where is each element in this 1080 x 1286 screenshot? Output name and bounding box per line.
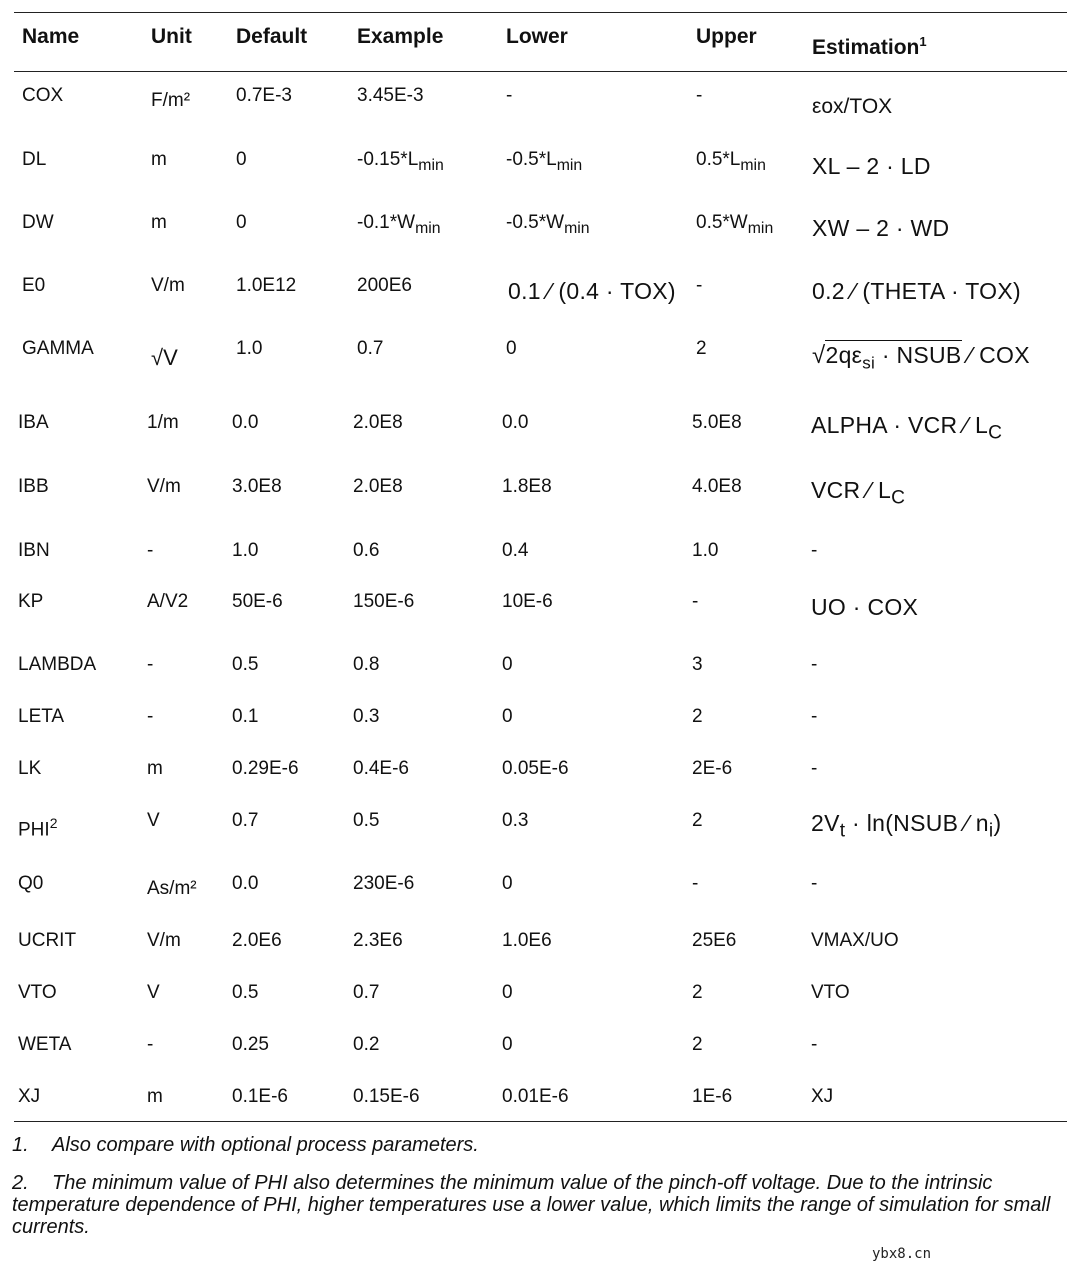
row-estimation: - — [811, 873, 818, 894]
row-name: DL — [22, 149, 47, 170]
row-example: 0.15E-6 — [353, 1086, 420, 1107]
row-name: E0 — [22, 275, 46, 296]
row-name: LETA — [18, 706, 65, 727]
row-estimation: VCR ⁄ $L_C$ — [811, 477, 906, 509]
row-unit: V/m — [151, 275, 185, 296]
row-unit: - — [147, 706, 154, 727]
row-estimation: VTO — [811, 982, 850, 1003]
row-name: LAMBDA — [18, 654, 97, 675]
row-lower: 0 — [502, 654, 513, 675]
row-unit: 1/m — [147, 412, 179, 433]
row-upper: - — [696, 275, 703, 296]
row-example: 0.4E-6 — [353, 758, 409, 779]
row-upper: - — [696, 85, 703, 106]
row-default: 2.0E6 — [232, 930, 282, 951]
row-lower: - — [506, 85, 513, 106]
row-estimation: VMAX/UO — [811, 930, 899, 951]
header-upper: Upper — [696, 25, 757, 48]
row-upper: 25E6 — [692, 930, 737, 951]
row-name: PHI$^2$ — [18, 815, 58, 841]
row-lower: 10E-6 — [502, 591, 553, 612]
row-estimation: - — [811, 706, 818, 727]
row-estimation: 0.2 ⁄ (THETA · TOX) — [812, 278, 1021, 304]
row-estimation: $2V_t$ · ln(NSUB ⁄ $n_i$) — [811, 810, 1002, 842]
row-unit: m — [147, 758, 163, 779]
row-estimation: - — [811, 540, 818, 561]
row-example: 2.3E6 — [353, 930, 403, 951]
row-lower: 0.3 — [502, 810, 529, 831]
table-header-row — [14, 12, 1067, 71]
row-estimation: XL – 2 · LD — [812, 153, 931, 179]
row-estimation: XJ — [811, 1086, 834, 1107]
row-name: IBB — [18, 476, 49, 497]
row-default: 0.1 — [232, 706, 259, 727]
header-lower: Lower — [506, 25, 568, 48]
row-example: 200E6 — [357, 275, 412, 296]
row-estimation: - — [811, 758, 818, 779]
row-upper: 1.0 — [692, 540, 719, 561]
row-lower: $-0.5*W_{min}$ — [506, 212, 590, 237]
row-unit: V/m — [147, 476, 181, 497]
footnotes — [12, 1134, 1072, 1238]
row-unit: m — [151, 212, 167, 233]
sqrt-radicand: $2q\varepsilon_{si}$ · NSUB — [825, 342, 962, 373]
row-upper: 5.0E8 — [692, 412, 742, 433]
row-lower: 0 — [502, 982, 513, 1003]
row-default: 0.5 — [232, 654, 259, 675]
row-name: COX — [22, 85, 64, 106]
row-default: 3.0E8 — [232, 476, 282, 497]
row-lower: 0.01E-6 — [502, 1086, 569, 1107]
row-example: 0.7 — [353, 982, 380, 1003]
row-default: 0.7E-3 — [236, 85, 292, 106]
row-default: 1.0 — [232, 540, 259, 561]
row-default: 0.0 — [232, 412, 259, 433]
row-default: 1.0E12 — [236, 275, 297, 296]
row-example: 0.7 — [357, 338, 384, 359]
row-default: 1.0 — [236, 338, 263, 359]
row-example: 0.8 — [353, 654, 380, 675]
row-example: 3.45E-3 — [357, 85, 424, 106]
row-lower: 1.8E8 — [502, 476, 552, 497]
table-bottom-rule — [14, 1121, 1067, 1122]
row-lower: 0 — [502, 706, 513, 727]
row-unit: - — [147, 1034, 154, 1055]
row-example: 230E-6 — [353, 873, 415, 894]
row-lower: 1.0E6 — [502, 930, 552, 951]
row-unit: V — [147, 982, 160, 1003]
row-name: XJ — [18, 1086, 41, 1107]
row-estimation: UO · COX — [811, 594, 919, 620]
row-upper: 3 — [692, 654, 703, 675]
row-default: 0.5 — [232, 982, 259, 1003]
row-example: 2.0E8 — [353, 476, 403, 497]
row-upper: $0.5*W_{min}$ — [696, 212, 774, 237]
row-upper: 2 — [692, 1034, 703, 1055]
footnote-ref-1: 1 — [919, 34, 927, 49]
row-upper: 1E-6 — [692, 1086, 733, 1107]
row-unit: F/m² — [151, 90, 191, 111]
header-default: Default — [236, 25, 308, 48]
row-default: 0.7 — [232, 810, 259, 831]
row-unit: √V — [151, 345, 178, 370]
row-lower: 0.0 — [502, 412, 529, 433]
row-default: 0 — [236, 149, 247, 170]
row-estimation: ALPHA · VCR ⁄ $L_C$ — [811, 412, 1003, 444]
row-lower: 0 — [502, 873, 513, 894]
header-unit: Unit — [151, 25, 192, 48]
row-estimation: εox/TOX — [812, 95, 893, 118]
row-example: 0.6 — [353, 540, 380, 561]
row-lower: 0.05E-6 — [502, 758, 569, 779]
row-lower: 0.1 ⁄ (0.4 · TOX) — [508, 278, 676, 304]
row-name: Q0 — [18, 873, 44, 894]
row-default: 0.0 — [232, 873, 259, 894]
row-name: IBA — [18, 412, 49, 433]
row-upper: 2 — [692, 810, 703, 831]
row-example: 150E-6 — [353, 591, 415, 612]
row-estimation: $√2q\varepsilon_{si}$ · NSUB ⁄ COX — [812, 342, 1030, 373]
row-unit: m — [151, 149, 167, 170]
row-upper: 2 — [692, 982, 703, 1003]
row-unit: V/m — [147, 930, 181, 951]
watermark: ybx8.cn — [872, 1246, 932, 1262]
row-name: UCRIT — [18, 930, 77, 951]
row-example: 0.5 — [353, 810, 380, 831]
row-example: 0.3 — [353, 706, 380, 727]
row-example: $-0.1*W_{min}$ — [357, 212, 441, 237]
row-name: KP — [18, 591, 44, 612]
row-name: DW — [22, 212, 54, 233]
row-unit: V — [147, 810, 160, 831]
row-lower: 0 — [502, 1034, 513, 1055]
row-example: 2.0E8 — [353, 412, 403, 433]
row-unit: A/V2 — [147, 591, 189, 612]
header-name: Name — [22, 25, 80, 48]
footnote-ref-2: 2 — [49, 815, 58, 831]
row-lower: 0 — [506, 338, 517, 359]
row-default: 0 — [236, 212, 247, 233]
table-header-rule — [14, 71, 1067, 72]
row-upper: $0.5*L_{min}$ — [696, 149, 766, 174]
row-name: VTO — [18, 982, 57, 1003]
row-upper: 2 — [692, 706, 703, 727]
row-upper: 2E-6 — [692, 758, 733, 779]
header-estimation — [812, 31, 927, 59]
row-name: IBN — [18, 540, 50, 561]
row-name: GAMMA — [22, 338, 94, 359]
header-example: Example — [357, 25, 444, 48]
row-unit: - — [147, 654, 154, 675]
header-estimation-label: Estimation — [812, 36, 920, 59]
footnote-2: 2. The minimum value of PHI also determines the minimum value of the pinch-off voltage. Due to the intrinsic temperature dependence of PHI, higher temperatures use a lower value, which limits the range of simulation for small currents. — [12, 1172, 1051, 1238]
row-estimation: - — [811, 1034, 818, 1055]
row-upper: - — [692, 873, 699, 894]
row-name: WETA — [18, 1034, 72, 1055]
row-estimation: XW – 2 · WD — [812, 215, 950, 241]
row-upper: 2 — [696, 338, 707, 359]
footnote-1: 1. Also compare with optional process parameters. — [12, 1134, 479, 1156]
row-unit: - — [147, 540, 154, 561]
row-default: 0.1E-6 — [232, 1086, 288, 1107]
row-lower: $-0.5*L_{min}$ — [506, 149, 583, 174]
row-lower: 0.4 — [502, 540, 529, 561]
row-name: LK — [18, 758, 42, 779]
row-unit: As/m² — [147, 878, 197, 899]
row-default: 50E-6 — [232, 591, 283, 612]
row-default: 0.25 — [232, 1034, 269, 1055]
sqrt-symbol: √ — [812, 342, 826, 369]
row-estimation: - — [811, 654, 818, 675]
row-default: 0.29E-6 — [232, 758, 299, 779]
row-example: 0.2 — [353, 1034, 380, 1055]
row-upper: - — [692, 591, 699, 612]
row-upper: 4.0E8 — [692, 476, 742, 497]
row-unit: m — [147, 1086, 163, 1107]
row-example: $-0.15*L_{min}$ — [357, 149, 444, 174]
